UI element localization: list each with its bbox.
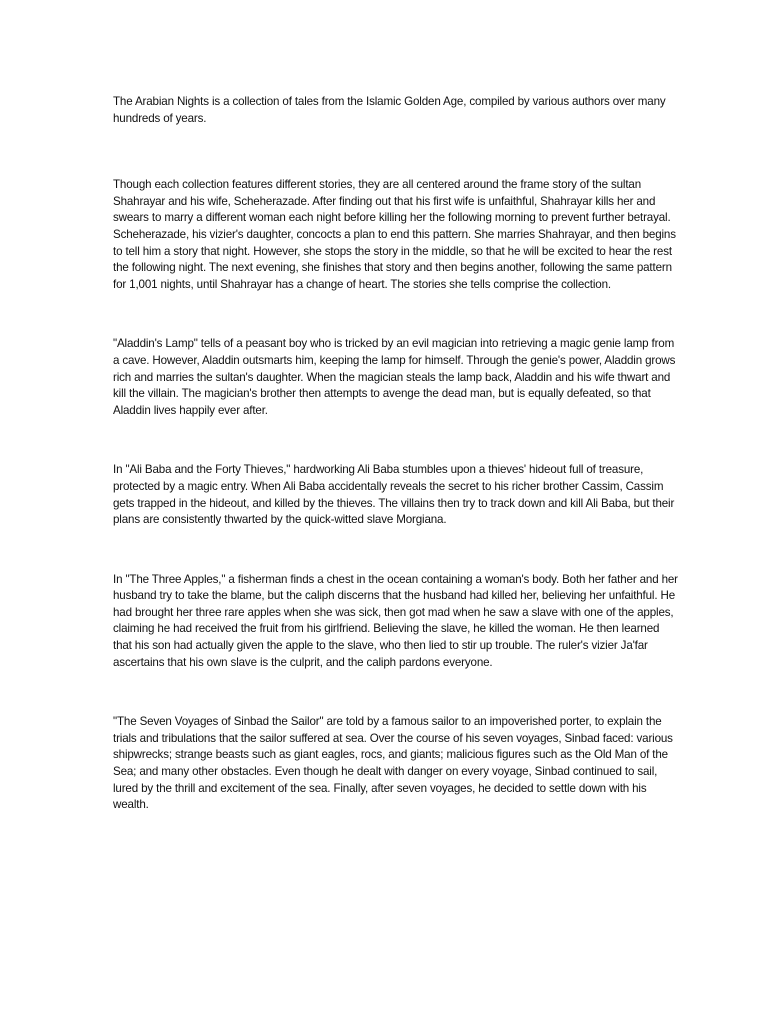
- paragraph-three-apples: In "The Three Apples," a fisherman finds a chest in the ocean containing a woman's body. Both her father and her husband try to take the blame, but the caliph discerns that the husband had killed her, believing her unfaithful. He had brought her three rare apples when she was sick, then got mad when he saw a slave with one of the apples, claiming he had received the fruit from his girlfriend. Believing the slave, he killed the woman. He then learned that his son had actually given the apple to the slave, who then lied to stir up trouble. The ruler's vizier Ja'far ascertains that his own slave is the culprit, and the caliph pardons everyone.: [113, 572, 678, 669]
- paragraph-frame-story: Though each collection features different stories, they are all centered around the frame story of the sultan Shahrayar and his wife, Scheherazade. After finding out that his first wife is unfaithful, Shahrayar kills her and swears to marry a different woman each night before killing her the following morning to prevent further betrayal. Scheherazade, his vizier's daughter, concocts a plan to end this pattern. She marries Shahrayar, and then begins to tell him a story that night. However, she stops the story in the middle, so that he will be excited to hear the rest the following night. The next evening, she finishes that story and then begins another, following the same pattern for 1,001 nights, until Shahrayar has a change of heart. The stories she tells comprise the collection.: [113, 178, 676, 291]
- paragraph-aladdin: "Aladdin's Lamp" tells of a peasant boy who is tricked by an evil magician into retrieving a magic genie lamp from a cave. However, Aladdin outsmarts him, keeping the lamp for himself. Through the genie's power, Aladdin grows rich and marries the sultan's daughter. When the magician steals the lamp back, Aladdin and his wife thwart and kill the villain. The magician's brother then attempts to avenge the dead man, but is equally defeated, so that Aladdin lives happily ever after.: [113, 337, 676, 417]
- document-body: [113, 94, 678, 814]
- paragraph-intro: The Arabian Nights is a collection of tales from the Islamic Golden Age, compiled by various authors over many hundreds of years.: [113, 95, 666, 125]
- paragraph-ali-baba: In "Ali Baba and the Forty Thieves," hardworking Ali Baba stumbles upon a thieves' hideout full of treasure, protected by a magic entry. When Ali Baba accidentally reveals the secret to his richer brother Cassim, Cassim gets trapped in the hideout, and killed by the thieves. The villains then try to track down and kill Ali Baba, but their plans are consistently thwarted by the quick-witted slave Morgiana.: [113, 463, 675, 527]
- paragraph-sinbad: "The Seven Voyages of Sinbad the Sailor" are told by a famous sailor to an impoverished porter, to explain the trials and tribulations that the sailor suffered at sea. Over the course of his seven voyages, Sinbad faced: various shipwrecks; strange beasts such as giant eagles, rocs, and giants; malicious figures such as the Old Man of the Sea; and many other obstacles. Even though he dealt with danger on every voyage, Sinbad continued to sail, lured by the thrill and excitement of the sea. Finally, after seven voyages, he decided to settle down with his wealth.: [113, 715, 673, 812]
